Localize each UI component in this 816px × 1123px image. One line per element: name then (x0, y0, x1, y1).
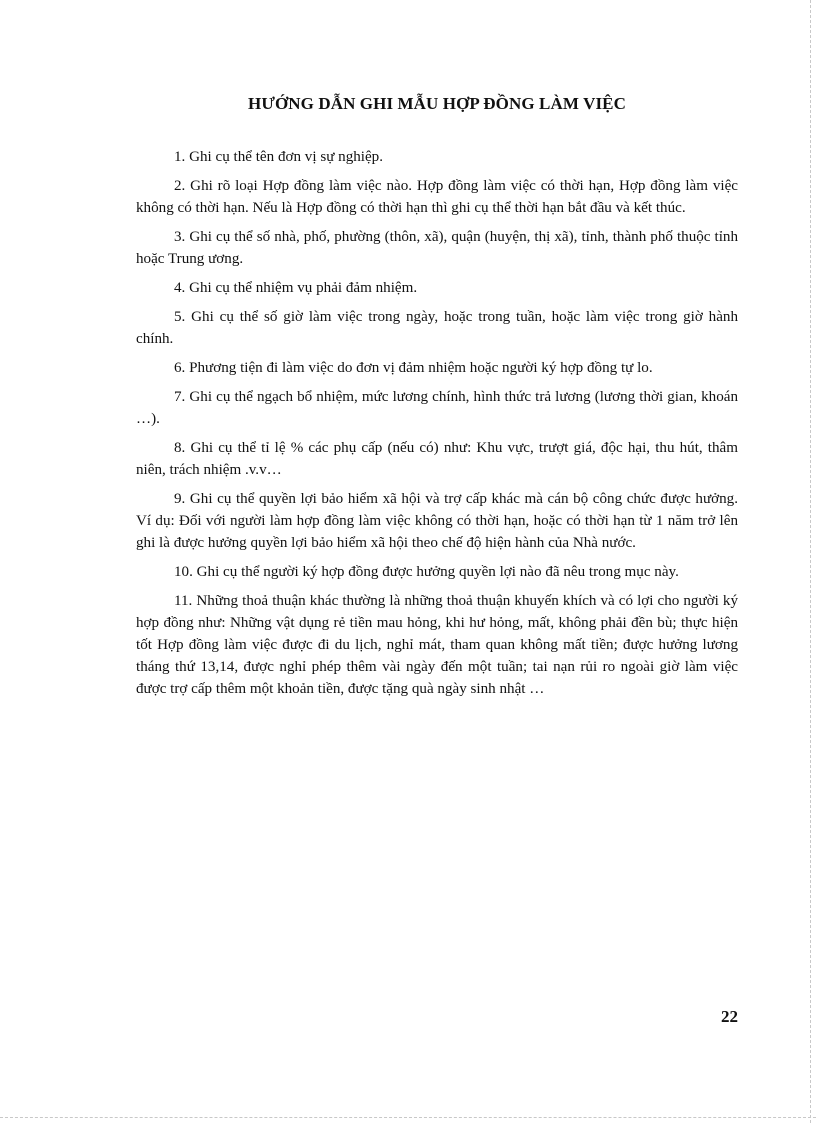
page-edge-right (810, 0, 811, 1123)
instruction-item-5: 5. Ghi cụ thể số giờ làm việc trong ngày, hoặc trong tuần, hoặc làm việc trong giờ hành chính. (136, 309, 738, 347)
document-body (136, 146, 738, 707)
instruction-item-11: 11. Những thoả thuận khác thường là những thoả thuận khuyến khích và có lợi cho người ký hợp đồng như: Những vật dụng rẻ tiền mau hỏng, khi hư hỏng, mất, không phải đền bù; thực hiện tốt Hợp đồng làm việc được đi du lịch, nghỉ mát, tham quan không mất tiền; được hưởng lương tháng thứ 13,14, được nghỉ phép thêm vài ngày đến một tuần; tai nạn rủi ro ngoài giờ làm việc được trợ cấp thêm một khoản tiền, được tặng quà ngày sinh nhật … (136, 593, 738, 697)
instruction-item-2: 2. Ghi rõ loại Hợp đồng làm việc nào. Hợp đồng làm việc có thời hạn, Hợp đồng làm việc không có thời hạn. Nếu là Hợp đồng có thời hạn thì ghi cụ thể thời hạn bắt đầu và kết thúc. (136, 178, 738, 216)
instruction-item-9: 9. Ghi cụ thể quyền lợi bảo hiểm xã hội và trợ cấp khác mà cán bộ công chức được hưởng. Ví dụ: Đối với người làm hợp đồng làm việc không có thời hạn, hoặc có thời hạn từ 1 năm trở lên ghi là được hưởng quyền lợi bảo hiểm xã hội theo chế độ hiện hành của Nhà nước. (136, 491, 738, 551)
instruction-item-4: 4. Ghi cụ thể nhiệm vụ phải đảm nhiệm. (174, 280, 418, 296)
page-edge-bottom (0, 1117, 816, 1118)
page-number: 22 (721, 1007, 738, 1026)
instruction-item-8: 8. Ghi cụ thể tỉ lệ % các phụ cấp (nếu có) như: Khu vực, trượt giá, độc hại, thu hút, thâm niên, trách nhiệm .v.v… (136, 440, 738, 478)
instruction-item-1: 1. Ghi cụ thể tên đơn vị sự nghiệp. (174, 149, 383, 165)
document-title: HƯỚNG DẪN GHI MẪU HỢP ĐỒNG LÀM VIỆC (248, 94, 626, 113)
instruction-item-10: 10. Ghi cụ thể người ký hợp đồng được hưởng quyền lợi nào đã nêu trong mục này. (174, 564, 679, 580)
instruction-item-6: 6. Phương tiện đi làm việc do đơn vị đảm nhiệm hoặc người ký hợp đồng tự lo. (174, 360, 653, 376)
instruction-item-7: 7. Ghi cụ thể ngạch bổ nhiệm, mức lương chính, hình thức trả lương (lương thời gian, khoán …). (136, 389, 738, 427)
instruction-item-3: 3. Ghi cụ thể số nhà, phố, phường (thôn, xã), quận (huyện, thị xã), tỉnh, thành phố thuộc tỉnh hoặc Trung ương. (136, 229, 738, 267)
